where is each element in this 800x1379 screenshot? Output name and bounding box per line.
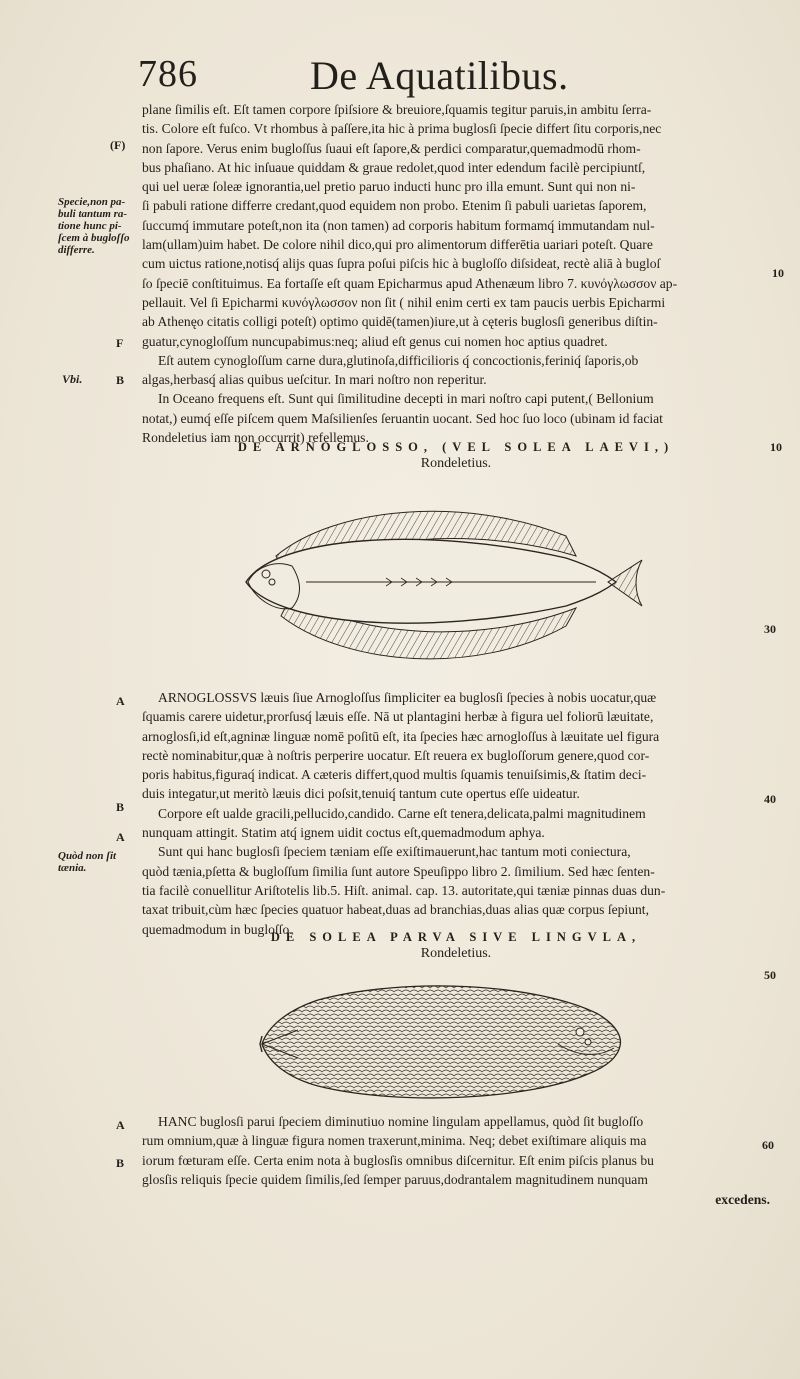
text-line: taxat tribuit,cùm hæc ſpecies quatuor habeat,duas ad branchias,duas alias quæ corpus ſepiunt, [142,902,649,918]
text-line: Sunt qui hanc buglosſi ſpeciem tæniam eſſe exiſtimauerunt,hac tantum moti coniectura, [158,844,631,860]
text-line: notat,) eumq́ eſſe piſcem quem Maſsilienſes ſeruantin uocant. Sed hoc ſuo loco (ubinam id faciat [142,410,663,426]
margin-letter: B [116,373,125,387]
text-line: ab Athenęo citatis colligi poteſt) optimo quidē(tamen)iure,ut à cęteris buglosſi generibus diſtin- [142,314,658,330]
text-line: lam(ullam)uim habet. De colore nihil dico,qui pro alimentorum differētia uariari poteſt. Quare [142,237,653,253]
section-author: Rondeletius. [420,456,492,471]
text-line: rum omnium,quæ à linguæ figura nomen traxerunt,minima. Neq; debet exiſtimare aliquis ma [142,1133,647,1149]
margin-note-species: Specie,non pa- buli tantum ra- tione hunc pi- ſcem à bugloſſo differre. [58,196,130,256]
section-author: Rondeletius. [420,946,492,961]
text-line: quemadmodum in bugloſſo. [142,921,293,937]
text-line: Eſt autem cynogloſſum carne dura,glutinoſa,difficilioris q́ concoctionis,feriniq́ ſaporis,ob [158,352,639,368]
text-line: Rondeletius iam non occurrit) refellemus. [142,430,369,446]
text-line: non ſapore. Verus enim bugloſſus ſuaui eſt ſapore,& perdici comparatur,quemadmodū rhom- [142,140,641,156]
text-line: algas,herbasq́ alias quibus ueſcitur. In mari noſtro non reperitur. [142,372,487,388]
text-block-2 [142,688,770,939]
text-line: iorum fœturam eſſe. Certa enim nota à buglosſis omnibus diſcernitur. Eſt enim piſcis planus bu [142,1152,654,1168]
text-line: rectè nominabitur,quæ à noſtris perperire uocatur. Eſt reuera ex bugloſſorum genere,quod cor- [142,747,650,763]
text-line: arnoglosſi,id eſt,agninæ linguæ nomē poſitū eſt, ita ſpecies hæc arnogloſſus à læuitate uel figura [142,728,660,744]
margin-letter: B [116,800,125,814]
section-heading-solea-parva: DE SOLEA PARVA SIVE LINGVLA, [270,930,642,944]
text-line: ſo ſpeciē conſtituimus. Ea fortaſſe eſt quam Epicharmus apud Athenæum libro 7. κυνόγλωσσον ap- [142,275,678,291]
running-title: De Aquatilibus. [310,53,569,98]
text-line: Corpore eſt ualde gracili,pellucido,candido. Carne eſt tenera,delicata,palmi magnitudinem [158,805,646,821]
margin-letter: B [116,1156,125,1170]
margin-letter: A [116,1118,125,1132]
page-number: 786 [138,53,198,95]
text-line: quòd tænia,pſetta & bugloſſum ſimilia ſunt autore Speuſippo libro 2. ſimilium. Sed hæc ſenten- [142,863,655,879]
arnoglossus-fish-illustration [236,496,646,672]
line-number: 10 [770,440,782,454]
text-block-1 [142,100,770,447]
margin-note-taenia: Quòd non ſit tænia. [58,850,117,874]
text-line: poris habitus,figuraq́ indicat. A cæteris differt,quod multis ſquamis tenuiſsimis,& ſtatim deci- [142,767,647,783]
line-number: 30 [764,622,776,636]
margin-letter: A [116,694,125,708]
text-line: plane ſimilis eſt. Eſt tamen corpore ſpiſsiore & breuiore,ſquamis tegitur paruis,in ambitu ſerra- [142,102,652,117]
text-line: ſi pabuli ratione differre credant,quod equidem non probo. Etenim ſi pabuli uarietas ſaporem, [142,198,647,214]
text-line: cum uictus ratione,notisq́ alijs quas ſupra poſui piſcis hic à bugloſſo diſsideat, rectè aliā à bugloſ [142,256,661,272]
margin-letter: (F) [110,138,126,152]
text-line: duis integatur,ut meritò læuis dici poſsit,tenuiq́ tantum cute opertus eſſe uideatur. [142,786,580,802]
margin-letter: F [116,336,124,350]
text-line: bus phaſiano. At hic inſuaue quiddam & graue redolet,quod inter edendum facilè percipiuntſ, [142,159,646,175]
line-number: 10 [772,266,784,280]
margin-note-ubi: Vbi. [62,372,83,386]
text-line: tia facilè conuellitur Ariſtotelis lib.5. Hiſt. animal. cap. 13. autoritate,qui tæniæ pinnas duas dun- [142,882,666,898]
text-line: pellauit. Vel ſi Epicharmi κυνόγλωσσον non ſit ( nihil enim certi ex tam paucis uerbis Epicharmi [142,294,666,310]
text-line: ARNOGLOSSVS læuis ſiue Arnogloſſus ſimpliciter ea buglosſi ſpecies à nobis uocatur,quæ [158,690,657,705]
text-line: ſuccumq́ immutare poteſt,non ita (non tamen) ad corporis habitum formamq́ immutandam nul- [142,217,655,233]
line-number: 40 [764,792,776,806]
section-heading-arnoglosso: DE ARNOGLOSSO, (VEL SOLEA LAEVI,) [237,440,675,454]
text-block-3 [142,1112,770,1189]
page-header [138,52,788,102]
lingula-fish-illustration [258,980,624,1106]
text-line: HANC buglosſi parui ſpeciem diminutiuo nomine lingulam appellamus, quòd ſit bugloſſo [158,1114,644,1129]
margin-letter: A [116,830,125,844]
line-number: 60 [762,1138,774,1152]
text-line: glosſis reliquis ſpecie quidem ſimilis,ſed ſemper paruus,dodrantalem magnitudinem nunquam [142,1171,648,1187]
text-line: tis. Colore eſt fuſco. Vt rhombus à paſſere,ita hic à prima buglosſi ſpecie differt ſitu corporis,nec [142,121,662,137]
text-line: ſquamis carere uidetur,prorſusq́ læuis eſſe. Nā ut plantagini herbæ à figura uel foliorū læuitate, [142,709,654,725]
text-line: qui uel ueræ ſoleæ ignorantia,uel pretio paruo inducti hunc pro illa emunt. Sunt qui non ni- [142,179,636,195]
text-line: In Oceano frequens eſt. Sunt qui ſimilitudine decepti in mari noſtro capi putent,( Bellonium [158,391,654,407]
line-number: 50 [764,968,776,982]
text-line: guatur,cynogloſſum nuncupabimus:neq; aliud eſt genus cui nomen hoc aptius quadret. [142,333,608,349]
text-line: nunquam attingit. Statim atq́ ignem uidit coctus eſt,quemadmodum aphya. [142,825,545,841]
closing-word: excedens. [715,1192,770,1207]
